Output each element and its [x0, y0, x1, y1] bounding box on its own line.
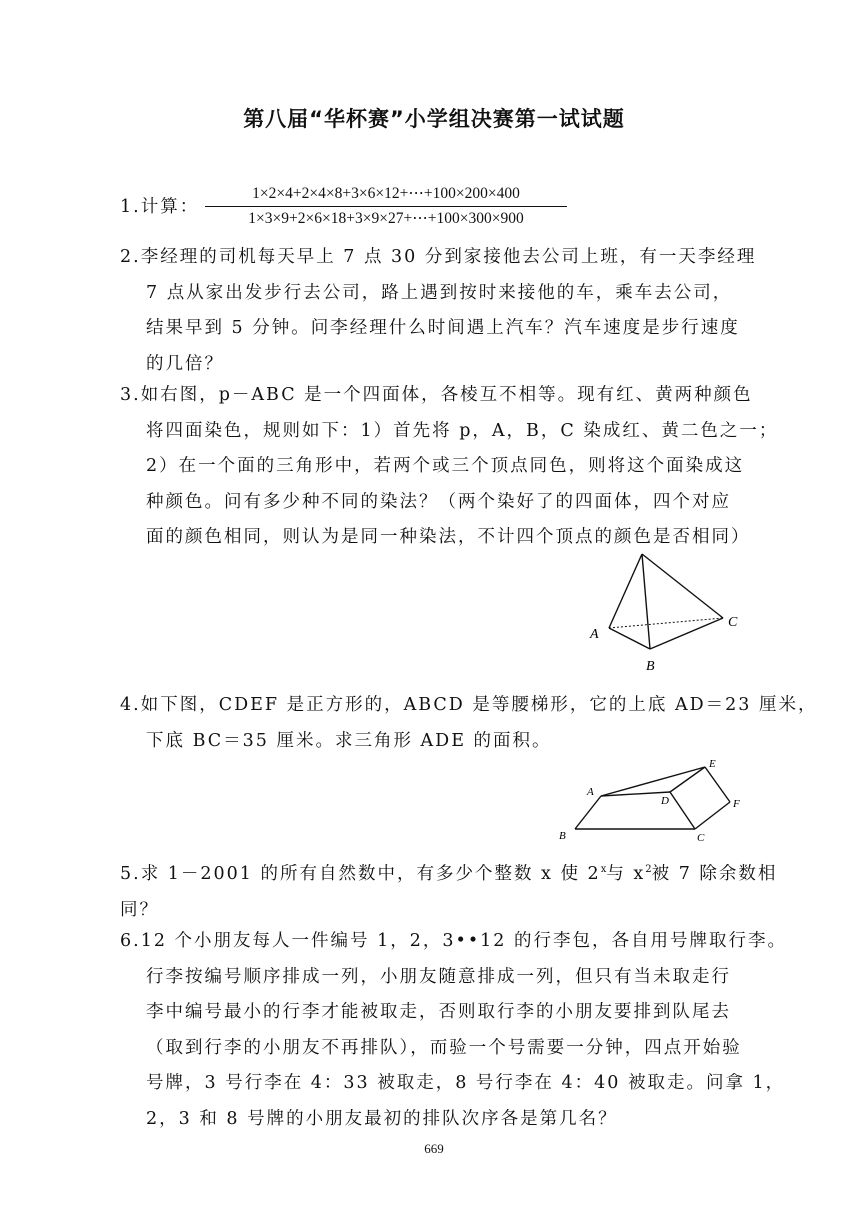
q5-text-b: 与 x — [606, 864, 646, 884]
q5-sup-2: 2 — [645, 864, 652, 875]
q5-text-c: 被 7 除余数相 — [651, 864, 778, 884]
question-3-line: 种颜色。问有多少种不同的染法？（两个染好了的四面体，四个对应 — [146, 491, 731, 512]
label-c: C — [697, 832, 705, 844]
question-6-line: （取到行李的小朋友不再排队），而验一个号需要一分钟，四点开始验 — [146, 1037, 742, 1058]
fraction-numerator: 1×2×4+2×4×8+3×6×12+⋯+100×200×400 — [252, 185, 520, 202]
question-6-line: 2，3 和 8 号牌的小朋友最初的排队次序各是第几名？ — [146, 1108, 618, 1129]
question-6 — [120, 924, 787, 1137]
fraction-bar — [205, 206, 567, 207]
question-4 — [120, 688, 818, 759]
question-3 — [120, 378, 779, 556]
question-5 — [120, 852, 778, 928]
question-2-line: 7 点从家出发步行去公司，路上遇到按时来接他的车，乘车去公司， — [146, 282, 733, 303]
label-b: B — [646, 659, 655, 674]
page-title: 第八届“华杯赛”小学组决赛第一试试题 — [243, 107, 625, 131]
question-6-line: 号牌，3 号行李在 4：33 被取走，8 号行李在 4：40 被取走。问拿 1， — [146, 1073, 786, 1093]
question-5-line — [120, 852, 778, 893]
question-6-line: 6.12 个小朋友每人一件编号 1，2，3••12 的行李包，各自用号牌取行李。 — [120, 931, 787, 951]
fraction-denominator: 1×3×9+2×6×18+3×9×27+⋯+100×300×900 — [248, 210, 524, 227]
label-f: F — [733, 798, 740, 810]
question-3-line: 将四面染色，规则如下：1）首先将 p，A，B，C 染成红、黄二色之一； — [146, 420, 779, 441]
label-c: C — [728, 615, 738, 630]
question-5-line: 同？ — [120, 899, 159, 920]
question-4-line: 下底 BC＝35 厘米。求三角形 ADE 的面积。 — [146, 730, 552, 751]
question-6-line: 李中编号最小的行李才能被取走，否则取行李的小朋友要排到队尾去 — [146, 1002, 731, 1022]
label-d: D — [661, 795, 669, 807]
tetrahedron-figure — [580, 548, 750, 676]
label-b: B — [559, 830, 566, 842]
question-3-line: 3.如右图，p－ABC 是一个四面体，各棱互不相等。现有红、黄两种颜色 — [120, 385, 753, 405]
question-3-line: 2）在一个面的三角形中，若两个或三个顶点同色，则将这个面染成这 — [146, 456, 745, 476]
label-e: E — [709, 758, 716, 770]
question-2-line: 2.李经理的司机每天早上 7 点 30 分到家接他去公司上班，有一天李经理 — [120, 247, 757, 267]
trapezoid-square-figure — [555, 755, 745, 845]
page-number: 669 — [424, 1141, 444, 1156]
q5-sup-x: x — [600, 864, 607, 875]
label-a: A — [587, 786, 594, 798]
question-4-line: 4.如下图，CDEF 是正方形的，ABCD 是等腰梯形，它的上底 AD＝23 厘米， — [120, 695, 818, 715]
label-a: A — [590, 627, 599, 642]
question-3-line: 面的颜色相同，则认为是同一种染法，不计四个顶点的颜色是否相同） — [146, 527, 751, 547]
question-1-label: 1.计算： — [120, 197, 200, 217]
question-2-line: 的几倍？ — [146, 353, 224, 374]
q5-text-a: 5.求 1－2001 的所有自然数中，有多少个整数 x 使 2 — [120, 864, 601, 884]
question-1-fraction — [205, 184, 567, 228]
question-2-line: 结果早到 5 分钟。问李经理什么时间遇上汽车？汽车速度是步行速度 — [146, 318, 740, 338]
question-6-line: 行李按编号顺序排成一列，小朋友随意排成一列，但只有当未取走行 — [146, 966, 731, 987]
question-2 — [120, 240, 757, 382]
